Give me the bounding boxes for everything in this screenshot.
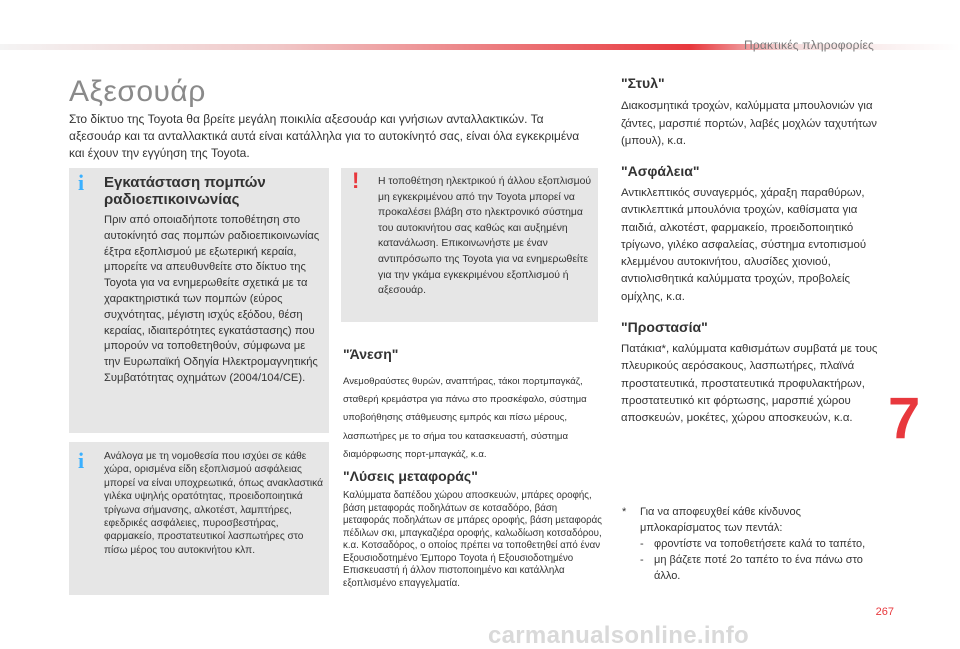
section-body-protection: Πατάκια*, καλύμματα καθισμάτων συμβατά με τους πλευρικούς αερόσακους, λασπωτήρες, πλαϊνά προστατευτικά, προστατευτικά προφυλακτήρων, προστατευτικό κιτ φόρτωσης, μαρσπιέ χώρου αποσκευών, μοκέτες, χώρου αποσκευών, κ.α. [621, 343, 878, 425]
section-title-protection: "Προστασία" [621, 319, 708, 335]
header-accent-bar [0, 44, 690, 50]
list-item [640, 552, 872, 584]
section-body-style: Διακοσμητικά τροχών, καλύμματα μπουλονιών για ζάντες, μαρσπιέ πορτών, λαβές μοχλών ταχυτήτων (μπουλ), κ.α. [621, 100, 877, 147]
list-dash: - [640, 554, 644, 566]
section-body-safety: Αντικλεπτικός συναγερμός, χάραξη παραθύρων, αντικλεπτικά μπουλόνια τροχών, καθίσματα για παιδιά, αλκοτέστ, φαρμακείο, προειδοποιητικό τρίγωνο, γιλέκο ασφαλείας, σύστημα εντοπισμού κλεμμένου αυτοκινήτου, αλυσίδες χιονιού, αντιολισθητικά καλύμματα τροχών, προβολείς ομίχλης, κ.α. [621, 187, 867, 303]
intro-paragraph: Στο δίκτυο της Toyota θα βρείτε μεγάλη ποικιλία αξεσουάρ και γνήσιων ανταλλακτικών. Τα αξεσουάρ και τα ανταλλακτικά αυτά είναι κατάλληλα για το αυτοκίνητό σας, είναι όλα εγκεκριμένα και έχουν την εγγύηση της Toyota. [69, 112, 580, 160]
section-title-safety: "Ασφάλεια" [621, 163, 700, 179]
info-box-heading: Εγκατάσταση πομπών ραδιοεπικοινωνίας [104, 174, 266, 208]
info-box-radio-transmitters [69, 168, 329, 433]
footnote-intro: Για να αποφευχθεί κάθε κίνδυνος μπλοκαρίσματος των πεντάλ: [640, 506, 801, 534]
section-title-transport: "Λύσεις μεταφοράς" [343, 468, 478, 484]
info-box-body: Ανάλογα με τη νομοθεσία που ισχύει σε κάθε χώρα, ορισμένα είδη εξοπλισμού ασφάλειας μπορεί να είναι υποχρεωτικά, όπως ανακλαστικά γιλέκα υψηλής ορατότητας, προειδοποιητικά τρίγωνα σήμανσης, αλκοτέστ, λαμπτήρες, εφεδρικές ασφάλειες, πυροσβεστήρας, φαρμακείο, προστατευτικοί λασπωτήρες στο πίσω μέρος του αυτοκινήτου κλπ. [104, 451, 324, 556]
info-box-legal-equipment [69, 442, 329, 595]
warning-box [341, 168, 598, 322]
page-number: 267 [875, 606, 894, 618]
list-item-text: μη βάζετε ποτέ 2ο ταπέτο το ένα πάνω στο άλλο. [654, 554, 863, 582]
section-title-comfort: "Άνεση" [343, 346, 399, 362]
chapter-number: 7 [888, 386, 921, 451]
section-body-comfort: Ανεμοθραύστες θυρών, αναπτήρας, τάκοι πορτμπαγκάζ, σταθερή κρεμάστρα για πάνω στο προσκέφαλο, σύστημα υποβοήθησης στάθμευσης εμπρός και πίσω μέρους, λασπωτήρες με το σήμα του κατασκευαστή, σύστημα διαμόρφωσης πορτ-μπαγκάζ, κ.α. [343, 376, 587, 460]
section-body-transport: Καλύμματα δαπέδου χώρου αποσκευών, μπάρες οροφής, βάση μεταφοράς ποδηλάτων σε κοτσαδόρο, βάση μεταφοράς ποδηλάτων σε μπάρες οροφής, βάση μεταφοράς πέδιλων σκι, μπαγκαζιέρα οροφής, καλωδίωση κοτσαδόρου, κ.α. Κοτσαδόρος, ο οποίος πρέπει να τοποθετηθεί από έναν Εξουσιοδοτημένο Έμπορο Toyota ή Εξουσιοδοτημένο Επισκευαστή ή άλλον πιστοποιημένο και κατάλληλα εξοπλισμένο επαγγελματία. [343, 490, 602, 589]
running-header: Πρακτικές πληροφορίες [743, 38, 874, 52]
footnote [622, 504, 872, 584]
warning-box-body: Η τοποθέτηση ηλεκτρικού ή άλλου εξοπλισμού μη εγκεκριμένου από την Toyota μπορεί να προκαλέσει βλάβη στο ηλεκτρονικό σύστημα του αυτοκινήτου σας καθώς και αυξημένη κατανάλωση. Επικοινωνήστε με έναν αντιπρόσωπο της Toyota για να ενημερωθείτε για την γκάμα εγκεκριμένου εξοπλισμού ή αξεσουάρ. [378, 176, 592, 297]
footnote-asterisk: * [622, 506, 627, 518]
list-item-text: φροντίστε να τοποθετήσετε καλά το ταπέτο, [654, 538, 866, 550]
list-dash: - [640, 538, 644, 550]
info-icon: i [78, 448, 85, 473]
section-title-style: "Στυλ" [621, 75, 665, 91]
warning-icon: ! [352, 168, 360, 193]
info-box-body: Πριν από οποιαδήποτε τοποθέτηση στο αυτοκίνητό σας πομπών ραδιοεπικοινωνίας έξτρα εξοπλισμού με εξωτερική κεραία, μπορείτε να απευθυνθείτε στο δίκτυο της Toyota για να ενημερωθείτε σχετικά με τα χαρακτηριστικά των πομπών (εύρος συχνότητας, μέγιστη ισχύς εξόδου, θέση κεραίας, ιδιαιτερότητες εγκατάστασης) που μπορούν να τοποθετηθούν, σύμφωνα με την Ευρωπαϊκή Οδηγία Ηλεκτρομαγνητικής Συμβατότητας οχημάτων (2004/104/CE). [104, 214, 320, 384]
page-title: Αξεσουάρ [69, 75, 206, 108]
info-icon: i [78, 170, 85, 195]
watermark: carmanualsonline.info [488, 622, 750, 649]
footnote-list [640, 536, 872, 584]
list-item [640, 536, 872, 552]
